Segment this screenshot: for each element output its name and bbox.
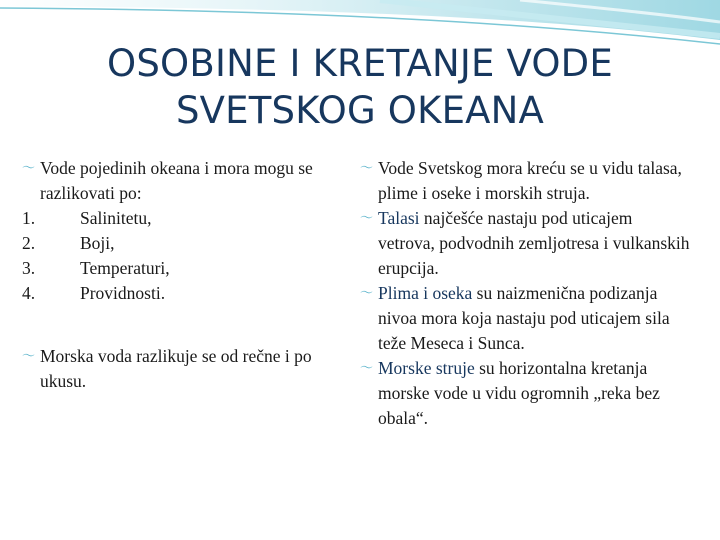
wave-bullet-icon: 〜 [360,161,374,176]
currents-term: Morske struje [378,358,475,378]
currents-text: su horizontalna kretanja morske vode u vidu ogromnih „reka bez obala“. [378,358,660,428]
waves-bullet [360,206,692,281]
list-item [22,256,347,281]
list-item [22,206,347,231]
tides-bullet [360,281,692,356]
wave-bullet-icon: 〜 [360,361,374,376]
slide-title [60,40,660,134]
list-item-text: Providnosti. [80,283,166,303]
left-column [22,156,347,394]
properties-list [22,206,347,306]
intro-bullet [22,156,347,206]
list-item-text: Salinitetu, [80,208,152,228]
wave-bullet-icon: 〜 [22,161,36,176]
tides-text: su naizmenična podizanja nivoa mora koja nastaju pod uticajem sila teže Meseca i Sunca. [378,283,670,353]
tides-term: Plima i oseka [378,283,473,303]
list-item [22,281,347,306]
list-item [22,231,347,256]
movement-bullet [360,156,692,206]
list-item-text: Temperaturi, [80,258,170,278]
currents-bullet [360,356,692,431]
taste-note-bullet [22,344,347,394]
taste-note-text: Morska voda razlikuje se od rečne i po ukusu. [40,346,312,391]
waves-text: najčešće nastaju pod uticajem vetrova, podvodnih zemljotresa i vulkanskih erupcija. [378,208,690,278]
intro-text: Vode pojedinih okeana i mora mogu se razlikovati po: [40,158,313,203]
wave-bullet-icon: 〜 [360,286,374,301]
wave-bullet-icon: 〜 [22,349,36,364]
wave-bullet-icon: 〜 [360,211,374,226]
title-line-2: SVETSKOG OKEANA [175,89,545,132]
title-line-1: OSOBINE I KRETANJE VODE [107,42,613,85]
list-item-number: 4. [22,283,36,303]
right-column [360,156,692,431]
list-item-text: Boji, [80,233,115,253]
list-item-number: 1. [22,208,36,228]
list-item-number: 3. [22,258,36,278]
movement-text: Vode Svetskog mora kreću se u vidu talasa, plime i oseke i morskih struja. [378,158,682,203]
list-item-number: 2. [22,233,36,253]
waves-term: Talasi [378,208,420,228]
